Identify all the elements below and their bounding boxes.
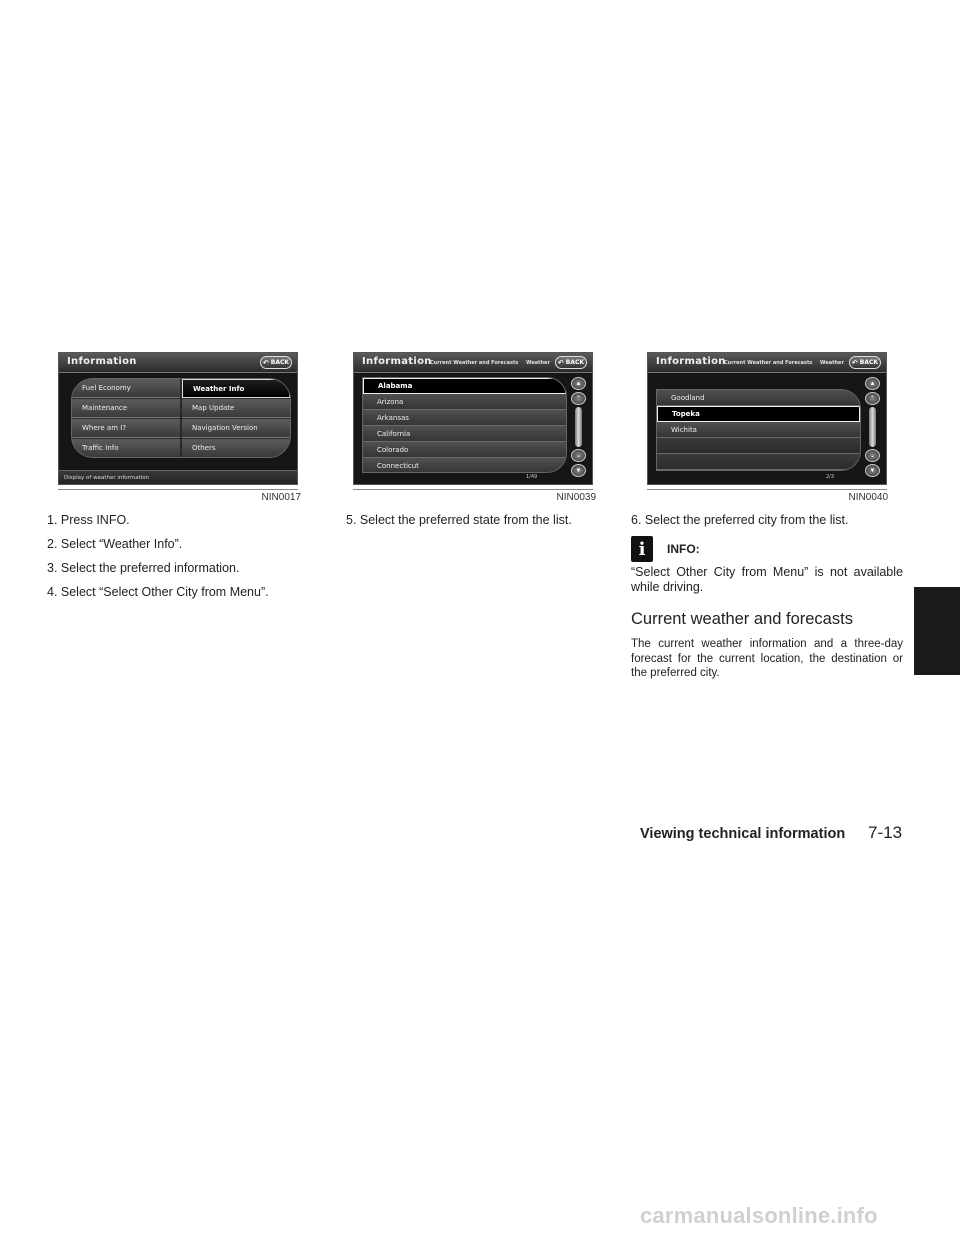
footer-section-title: Viewing technical information [640, 826, 846, 842]
menu-item-maintenance[interactable]: Maintenance [72, 399, 180, 418]
screen-header [648, 353, 886, 373]
screen-header [59, 353, 297, 373]
screen-information-menu [58, 352, 298, 485]
screen-city-list [647, 352, 887, 485]
list-scrollbar[interactable] [571, 377, 587, 477]
list-item[interactable]: Arizona [363, 394, 566, 410]
scroll-up-icon[interactable]: ⌃ [571, 392, 586, 405]
page-indicator: 1/49 [526, 474, 538, 480]
caption-rule [647, 489, 887, 490]
list-item[interactable]: California [363, 426, 566, 442]
figure-caption: NIN0040 [848, 492, 888, 503]
breadcrumb-weather: Weather [820, 360, 844, 366]
back-arrow-icon: ↶ [557, 358, 564, 367]
column-step-5 [346, 513, 621, 537]
page-down-icon[interactable]: ▼ [865, 464, 880, 477]
back-button[interactable] [849, 356, 881, 369]
back-arrow-icon: ↶ [262, 358, 269, 367]
step-text: 2. Select “Weather Info”. [47, 537, 183, 551]
back-button[interactable] [555, 356, 587, 369]
list-item-empty [657, 454, 860, 470]
menu-item-where-am-i[interactable]: Where am I? [72, 419, 180, 438]
back-label: BACK [859, 359, 879, 366]
list-item[interactable]: Wichita [657, 422, 860, 438]
menu-item-weather-info[interactable]: Weather Info [182, 379, 290, 398]
list-item-empty [657, 438, 860, 454]
step-text: 3. Select the preferred information. [47, 561, 240, 575]
info-label: INFO: [667, 541, 700, 556]
menu-item-others[interactable]: Others [182, 439, 291, 458]
list-item[interactable]: Topeka [657, 406, 860, 422]
scroll-track[interactable] [869, 407, 876, 447]
menu-item-map-update[interactable]: Map Update [182, 399, 291, 418]
caption-rule [58, 489, 298, 490]
breadcrumb-weather: Weather [526, 360, 550, 366]
list-scrollbar[interactable] [865, 377, 881, 477]
figure-caption: NIN0017 [261, 492, 301, 503]
screen-footer-hint: Display of weather information [59, 470, 297, 484]
back-label: BACK [565, 359, 585, 366]
state-list [362, 377, 567, 473]
menu-item-traffic-info[interactable]: Traffic Info [72, 439, 180, 458]
city-list [656, 389, 861, 471]
back-label: BACK [270, 359, 290, 366]
breadcrumb: Current Weather and Forecasts [724, 360, 813, 366]
menu-item-navigation-version[interactable]: Navigation Version [182, 419, 291, 438]
step-text: 6. Select the preferred city from the list. [631, 513, 849, 527]
step-text: 4. Select “Select Other City from Menu”. [47, 585, 269, 599]
watermark: carmanualsonline.info [640, 1203, 878, 1228]
screen-title: Information [362, 356, 432, 367]
info-icon: i [631, 536, 653, 562]
caption-rule [353, 489, 593, 490]
column-step-6 [631, 513, 903, 681]
step-text: 5. Select the preferred state from the list. [346, 513, 572, 527]
chapter-tab [914, 587, 960, 675]
menu-grid [71, 378, 291, 458]
screen-state-list [353, 352, 593, 485]
info-note-text: “Select Other City from Menu” is not available while driving. [631, 565, 903, 594]
section-paragraph: The current weather information and a three-day forecast for the current location, the destination or the preferred city. [631, 638, 903, 679]
page-up-icon[interactable]: ▲ [571, 377, 586, 390]
page-indicator: 2/3 [826, 474, 835, 480]
figure-caption: NIN0039 [556, 492, 596, 503]
breadcrumb: Current Weather and Forecasts [430, 360, 519, 366]
list-item[interactable]: Arkansas [363, 410, 566, 426]
step-text: 1. Press INFO. [47, 513, 130, 527]
section-heading: Current weather and forecasts [631, 610, 853, 628]
screen-header [354, 353, 592, 373]
column-steps-1-4 [47, 513, 322, 609]
scroll-down-icon[interactable]: ⌄ [571, 449, 586, 462]
list-item[interactable]: Alabama [363, 378, 566, 394]
list-item[interactable]: Colorado [363, 442, 566, 458]
info-note-header [631, 536, 903, 562]
list-item[interactable]: Connecticut [363, 458, 566, 473]
page-up-icon[interactable]: ▲ [865, 377, 880, 390]
page-down-icon[interactable]: ▼ [571, 464, 586, 477]
screen-title: Information [656, 356, 726, 367]
back-arrow-icon: ↶ [851, 358, 858, 367]
page-number: 7-13 [868, 823, 903, 842]
back-button[interactable] [260, 356, 292, 369]
scroll-up-icon[interactable]: ⌃ [865, 392, 880, 405]
screen-title: Information [67, 356, 137, 367]
scroll-track[interactable] [575, 407, 582, 447]
list-item[interactable]: Goodland [657, 390, 860, 406]
scroll-down-icon[interactable]: ⌄ [865, 449, 880, 462]
menu-item-fuel-economy[interactable]: Fuel Economy [72, 379, 180, 398]
